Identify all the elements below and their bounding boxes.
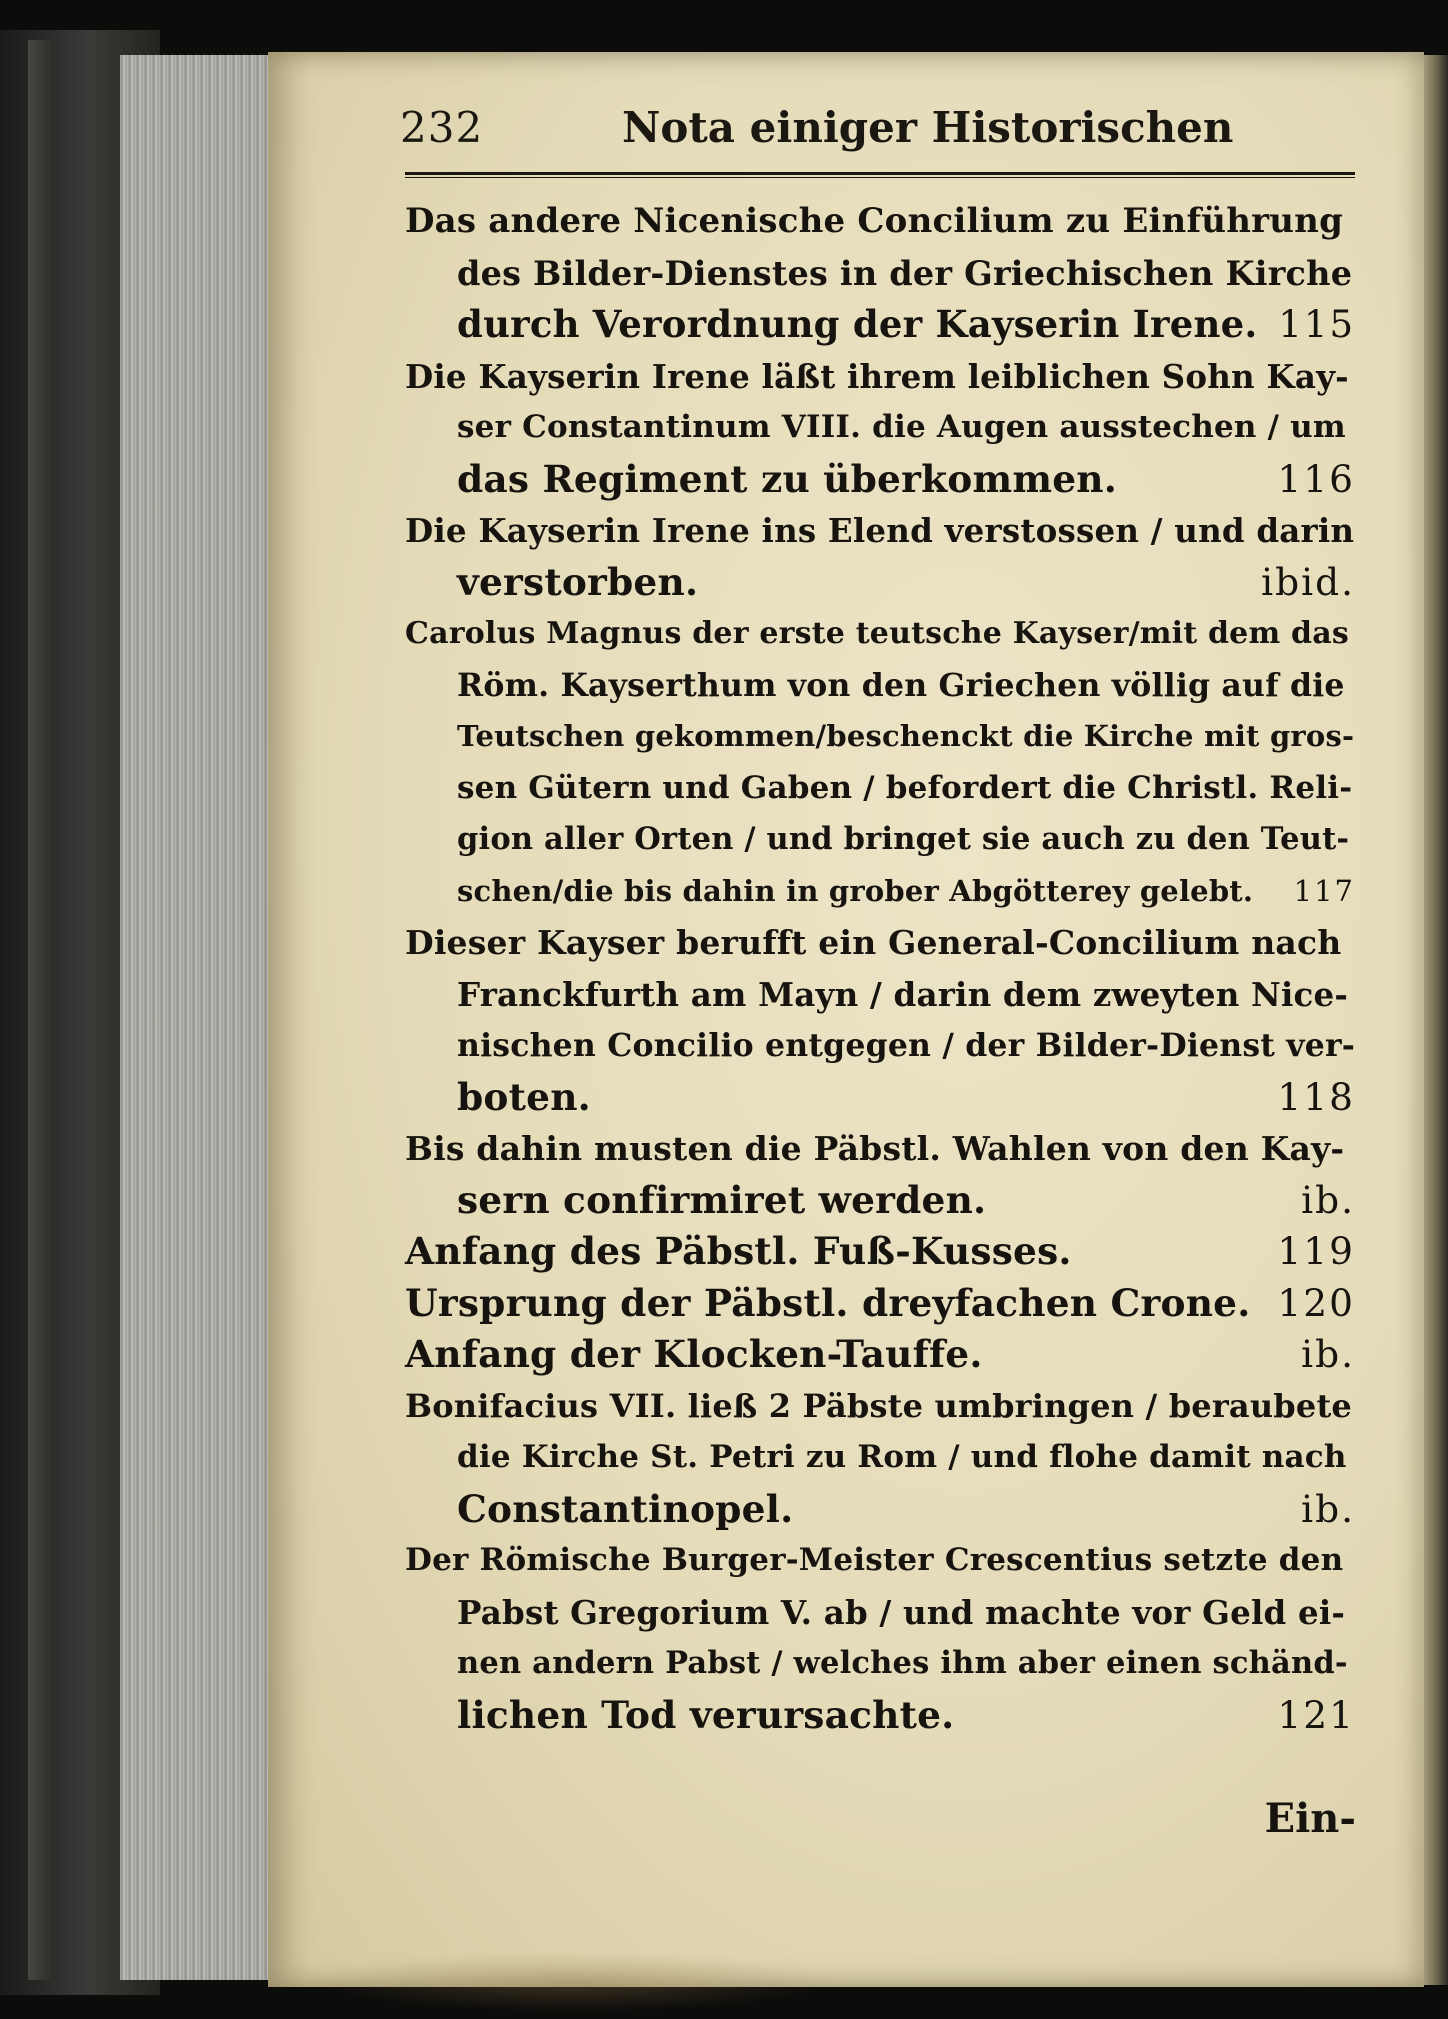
entry-text: verstorben. bbox=[457, 559, 699, 604]
entry-line bbox=[405, 1329, 1355, 1381]
index-entry bbox=[405, 1278, 1355, 1330]
catchword: Ein- bbox=[1264, 1795, 1356, 1842]
entry-text: Das andere Nicenische Concilium zu Einführung bbox=[405, 201, 1344, 241]
index-entry bbox=[405, 1226, 1355, 1278]
entry-line bbox=[405, 660, 1355, 712]
index-entries bbox=[405, 196, 1355, 1741]
page-reference: 120 bbox=[1277, 1280, 1355, 1325]
entry-text: Die Kayserin Irene läßt ihrem leiblichen Sohn Kay- bbox=[405, 356, 1349, 396]
entry-line bbox=[405, 1432, 1355, 1484]
entry-text: Teutschen gekommen/beschenckt die Kirche mit gros- bbox=[457, 719, 1355, 753]
entry-line bbox=[405, 505, 1355, 557]
entry-line bbox=[405, 557, 1355, 609]
page-reference: ib. bbox=[1301, 1177, 1355, 1222]
index-entry bbox=[405, 505, 1355, 608]
entry-line bbox=[405, 1587, 1355, 1639]
binding-edge bbox=[28, 40, 54, 1980]
page-reference: ibid. bbox=[1261, 559, 1355, 604]
entry-line bbox=[405, 1381, 1355, 1433]
index-entry bbox=[405, 608, 1355, 917]
entry-line bbox=[405, 1484, 1355, 1536]
header-rule bbox=[405, 172, 1355, 178]
index-entry bbox=[405, 1123, 1355, 1226]
index-entry bbox=[405, 196, 1355, 351]
entry-line bbox=[405, 711, 1355, 763]
page-reference: ib. bbox=[1301, 1332, 1355, 1376]
page-reference: 116 bbox=[1277, 456, 1355, 501]
index-entry bbox=[405, 1329, 1355, 1381]
index-entry bbox=[405, 351, 1355, 506]
entry-line bbox=[405, 1072, 1355, 1124]
index-entry bbox=[405, 1381, 1355, 1536]
entry-line bbox=[405, 866, 1355, 918]
entry-line bbox=[405, 196, 1355, 248]
page-edges bbox=[120, 55, 270, 1980]
page-reference: 118 bbox=[1277, 1074, 1355, 1119]
page-reference: 115 bbox=[1278, 303, 1355, 346]
entry-line bbox=[405, 969, 1355, 1021]
entry-line bbox=[405, 402, 1355, 454]
entry-text: Anfang der Klocken-Tauffe. bbox=[405, 1332, 983, 1376]
entry-text: ser Constantinum VIII. die Augen ausstechen / um bbox=[457, 409, 1346, 445]
entry-line bbox=[405, 351, 1355, 403]
entry-text: Der Römische Burger-Meister Crescentius setzte den bbox=[405, 1542, 1344, 1578]
entry-line bbox=[405, 1535, 1355, 1587]
entry-line bbox=[405, 248, 1355, 300]
entry-line bbox=[405, 814, 1355, 866]
entry-line bbox=[405, 1638, 1355, 1690]
entry-line bbox=[405, 608, 1355, 660]
entry-line bbox=[405, 299, 1355, 351]
facing-page-edge bbox=[1420, 55, 1448, 1985]
entry-text: nischen Concilio entgegen / der Bilder-Dienst ver- bbox=[457, 1027, 1356, 1064]
entry-text: lichen Tod verursachte. bbox=[457, 1692, 955, 1737]
page-reference: ib. bbox=[1301, 1486, 1355, 1531]
index-entry bbox=[405, 917, 1355, 1123]
entry-text: die Kirche St. Petri zu Rom / und flohe damit nach bbox=[457, 1439, 1347, 1475]
entry-text: Constantinopel. bbox=[457, 1486, 794, 1531]
entry-line bbox=[405, 1123, 1355, 1175]
entry-text: Pabst Gregorium V. ab / und machte vor Geld ei- bbox=[457, 1592, 1346, 1632]
page-stain bbox=[313, 1952, 833, 2012]
entry-text: nen andern Pabst / welches ihm aber einen schänd- bbox=[457, 1645, 1348, 1681]
entry-line bbox=[405, 917, 1355, 969]
entry-text: gion aller Orten / und bringet sie auch zu den Teut- bbox=[457, 821, 1350, 857]
entry-text: Bonifacius VII. ließ 2 Päbste umbringen / beraubete bbox=[405, 1386, 1352, 1425]
entry-line bbox=[405, 1020, 1355, 1072]
entry-line bbox=[405, 454, 1355, 506]
entry-text: durch Verordnung der Kayserin Irene. bbox=[457, 302, 1258, 346]
entry-line bbox=[405, 763, 1355, 815]
entry-text: Carolus Magnus der erste teutsche Kayser/mit dem das bbox=[405, 616, 1349, 651]
entry-text: des Bilder-Dienstes in der Griechischen Kirche bbox=[457, 253, 1353, 293]
entry-text: boten. bbox=[457, 1074, 591, 1119]
entry-line bbox=[405, 1175, 1355, 1227]
page-header bbox=[400, 103, 1360, 163]
entry-text: sern confirmiret werden. bbox=[457, 1177, 987, 1222]
entry-line bbox=[405, 1690, 1355, 1742]
entry-text: Dieser Kayser berufft ein General-Concilium nach bbox=[405, 923, 1342, 962]
index-entry bbox=[405, 1535, 1355, 1741]
entry-text: das Regiment zu überkommen. bbox=[457, 456, 1118, 501]
entry-text: Franckfurth am Mayn / darin dem zweyten Nice- bbox=[457, 974, 1349, 1014]
entry-line bbox=[405, 1278, 1355, 1330]
entry-text: Röm. Kayserthum von den Griechen völlig auf die bbox=[457, 666, 1345, 704]
entry-text: Die Kayserin Irene ins Elend verstossen / und darin bbox=[405, 511, 1355, 550]
entry-line bbox=[405, 1226, 1355, 1278]
page-reference: 119 bbox=[1277, 1229, 1355, 1273]
entry-text: Anfang des Päbstl. Fuß-Kusses. bbox=[405, 1229, 1072, 1273]
entry-text: Bis dahin musten die Päbstl. Wahlen von den Kay- bbox=[405, 1129, 1345, 1168]
page-reference: 117 bbox=[1293, 873, 1355, 908]
entry-text: sen Gütern und Gaben / befordert die Christl. Reli- bbox=[457, 769, 1353, 806]
page-reference: 121 bbox=[1277, 1692, 1355, 1737]
entry-text: Ursprung der Päbstl. dreyfachen Crone. bbox=[405, 1280, 1251, 1325]
running-title: Nota einiger Historischen bbox=[622, 103, 1234, 152]
page-number: 232 bbox=[400, 103, 484, 152]
entry-text: schen/die bis dahin in grober Abgötterey gelebt. bbox=[457, 873, 1254, 908]
